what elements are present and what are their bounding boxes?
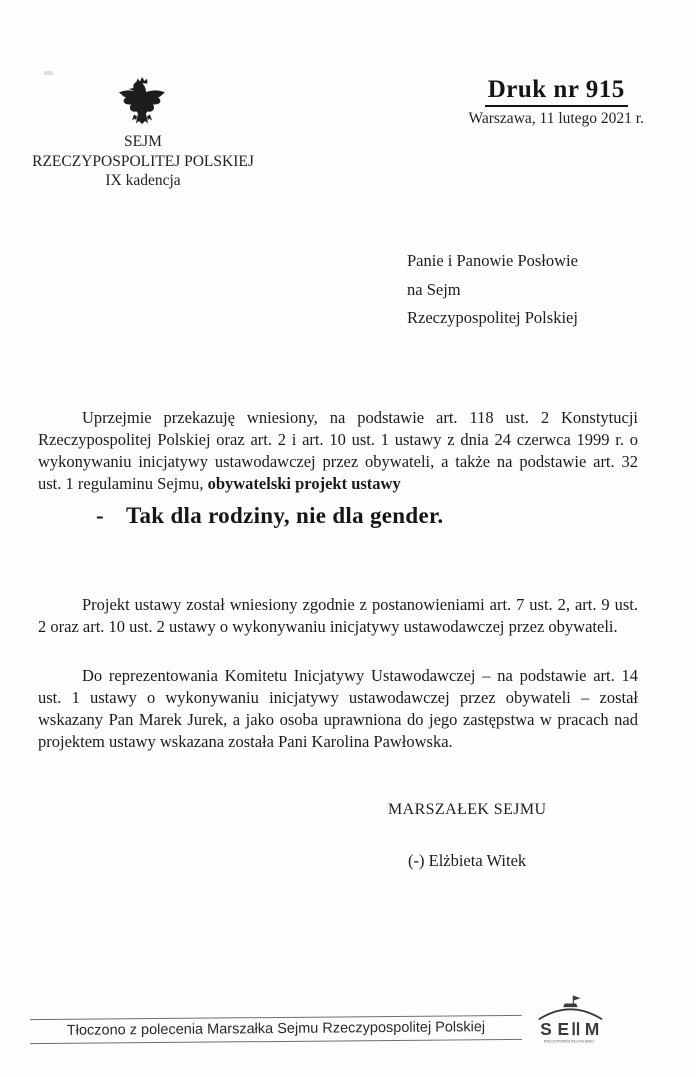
document-number: Druk nr 915 <box>485 76 628 107</box>
institution-sejm: SEJM <box>124 133 162 150</box>
logo-letter-s: S <box>540 1019 552 1040</box>
printing-note: Tłoczono z polecenia Marszałka Sejmu Rzeczypospolitej Polskiej <box>30 1015 522 1044</box>
paragraph-transmittal <box>38 407 638 495</box>
logo-caption: RZECZYPOSPOLITEJ POLSKIEJ <box>543 1039 595 1044</box>
paragraph-transmittal-bold: obywatelski projekt ustawy <box>207 473 401 493</box>
document-number-block <box>468 76 644 128</box>
addressee-line: Rzeczypospolitej Polskiej <box>407 308 578 327</box>
bill-title <box>96 503 443 529</box>
institution-republic: RZECZYPOSPOLITEJ POLSKIEJ <box>32 152 254 170</box>
bill-title-text: Tak dla rodziny, nie dla gender. <box>125 503 444 528</box>
sejm-dome-icon <box>533 993 605 1053</box>
paragraph-committee-text: Do reprezentowania Komitetu Inicjatywy Ustawodawczej – na podstawie art. 14 ust. 1 ustawy o wykonywaniu inicjatywy ustawodawczej przez obywateli – został wskazany Pan Marek Jurek, a jako osoba uprawniona do jego zastępstwa w pracach nad projektem ustawy wskazana została Pani Karolina Pawłowska. <box>38 665 638 751</box>
institution-term: IX kadencja <box>105 172 181 189</box>
scan-artifact <box>44 71 53 75</box>
institution-block <box>22 132 264 191</box>
document-date: Warszawa, 11 lutego 2021 r. <box>468 110 644 127</box>
addressee-line: Panie i Panowie Posłowie <box>407 251 578 270</box>
paragraph-committee <box>38 665 638 753</box>
logo-letter-m: M <box>584 1019 600 1040</box>
paragraph-transmittal-text: Uprzejmie przekazuję wniesiony, na podstawie art. 118 ust. 2 Konstytucji Rzeczypospolitej Polskiej oraz art. 2 i art. 10 ust. 1 ustawy z dnia 24 czerwca 1999 r. o wykonywaniu inicjatywy ustawodawczej przez obywateli, a także na podstawie art. 32 ust. 1 regulaminu Sejmu, <box>38 407 638 493</box>
paragraph-legal-basis-text: Projekt ustawy został wniesiony zgodnie z postanowieniami art. 7 ust. 2, art. 9 ust. 2 oraz art. 10 ust. 2 ustawy o wykonywaniu inicjatywy ustawodawczej przez obywateli. <box>38 594 638 636</box>
signature-role: MARSZAŁEK SEJMU <box>388 801 547 818</box>
addressee-block <box>407 247 578 333</box>
logo-letter-e: E <box>557 1019 570 1040</box>
polish-eagle-icon <box>117 74 167 130</box>
signature-name: (-) Elżbieta Witek <box>408 851 527 870</box>
bill-title-dash: - <box>96 503 104 528</box>
paragraph-legal-basis <box>38 594 638 638</box>
addressee-line: na Sejm <box>407 279 461 299</box>
